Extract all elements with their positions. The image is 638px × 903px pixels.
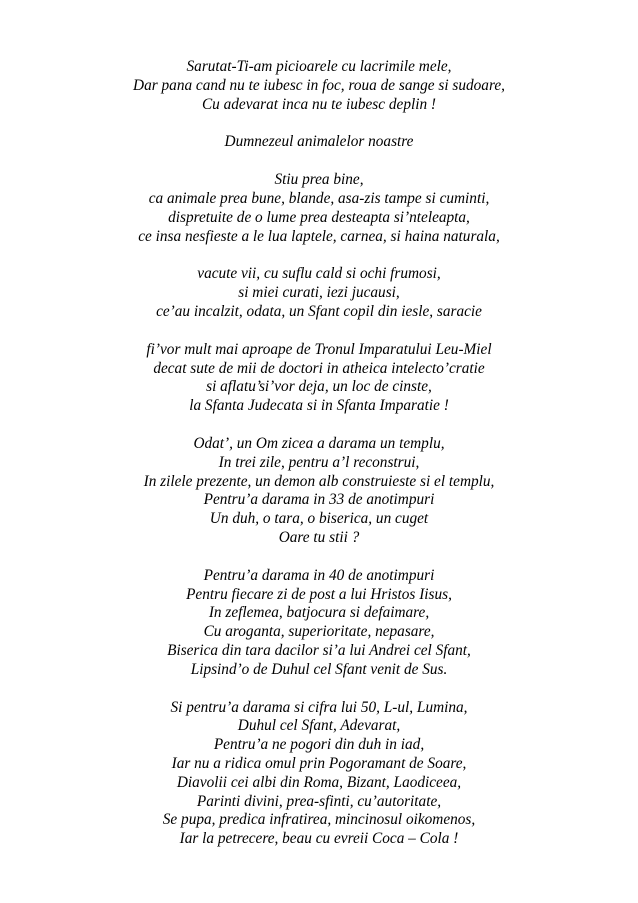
- poem-line: Se pupa, predica infratirea, mincinosul oikomenos,: [162, 811, 476, 829]
- poem-line: Sarutat-Ti-am picioarele cu lacrimile mele,: [186, 58, 452, 75]
- poem-line: vacute vii, cu suflu cald si ochi frumosi,: [197, 265, 441, 283]
- poem-line: Iar la petrecere, beau cu evreii Coca – Cola !: [179, 830, 459, 848]
- poem-line: Cu aroganta, superioritate, nepasare,: [203, 623, 435, 641]
- poem-line: Pentru fiecare zi de post a lui Hristos Iisus,: [186, 585, 452, 603]
- poem-line: Oare tu stii ?: [278, 528, 360, 546]
- poem-line: Pentru’a darama in 40 de anotimpuri: [203, 566, 435, 584]
- poem-line: Un duh, o tara, o biserica, un cuget: [209, 510, 429, 528]
- stanza-3: [0, 171, 638, 246]
- poem-line: In zilele prezente, un demon alb construieste si el templu,: [143, 472, 495, 490]
- poem-line: Dar pana cand nu te iubesc in foc, roua de sange si sudoare,: [133, 76, 505, 94]
- poem-line: In zeflemea, batjocura si defaimare,: [208, 604, 430, 622]
- poem-line: ca animale prea bune, blande, asa-zis tampe si cuminti,: [148, 189, 490, 207]
- stanza-6: [0, 435, 638, 548]
- stanza-1: [0, 58, 638, 114]
- poem-line: Pentru’a darama in 33 de anotimpuri: [203, 491, 435, 509]
- stanza-5: [0, 341, 638, 416]
- poem-line: si miei curati, iezi jucausi,: [238, 284, 400, 302]
- poem-line: ce insa nesfieste a le lua laptele, carnea, si haina naturala,: [138, 227, 500, 245]
- poem-line: Iar nu a ridica omul prin Pogoramant de Soare,: [171, 754, 467, 772]
- poem-line: Duhul cel Sfant, Adevarat,: [237, 717, 401, 735]
- poem-line: In trei zile, pentru a’l reconstrui,: [218, 453, 420, 471]
- poem-line: Stiu prea bine,: [274, 171, 364, 189]
- poem-line: Odat’, un Om zicea a darama un templu,: [193, 434, 445, 452]
- poem-line: si aflatu’si’vor deja, un loc de cinste,: [206, 378, 432, 396]
- poem-line: Si pentru’a darama si cifra lui 50, L-ul, Lumina,: [170, 698, 468, 716]
- stanza-4: [0, 265, 638, 321]
- poem-line: Biserica din tara dacilor si’a lui Andrei cel Sfant,: [167, 641, 471, 659]
- poem-line: dispretuite de o lume prea desteapta si’nteleapta,: [168, 208, 470, 226]
- poem-line: Diavolii cei albi din Roma, Bizant, Laodiceea,: [176, 773, 462, 791]
- poem-line: Pentru’a ne pogori din duh in iad,: [213, 736, 425, 754]
- poem-line: Cu adevarat inca nu te iubesc deplin !: [201, 95, 437, 113]
- poem-line: decat sute de mii de doctori in atheica intelecto’cratie: [153, 359, 485, 377]
- stanza-7: [0, 567, 638, 680]
- poem-line: la Sfanta Judecata si in Sfanta Imparatie !: [189, 397, 449, 415]
- poem-line: Parinti divini, prea-sfinti, cu’autoritate,: [196, 792, 442, 810]
- poem-heading-line: Dumnezeul animalelor noastre: [224, 133, 414, 151]
- stanza-2-heading: [0, 133, 638, 152]
- stanza-8: [0, 699, 638, 849]
- poem-line: fi’vor mult mai aproape de Tronul Imparatului Leu-Miel: [146, 340, 492, 358]
- poem-line: ce’au incalzit, odata, un Sfant copil din iesle, saracie: [156, 302, 482, 320]
- poem-page: [0, 58, 638, 849]
- poem-line: Lipsind’o de Duhul cel Sfant venit de Sus.: [190, 660, 448, 678]
